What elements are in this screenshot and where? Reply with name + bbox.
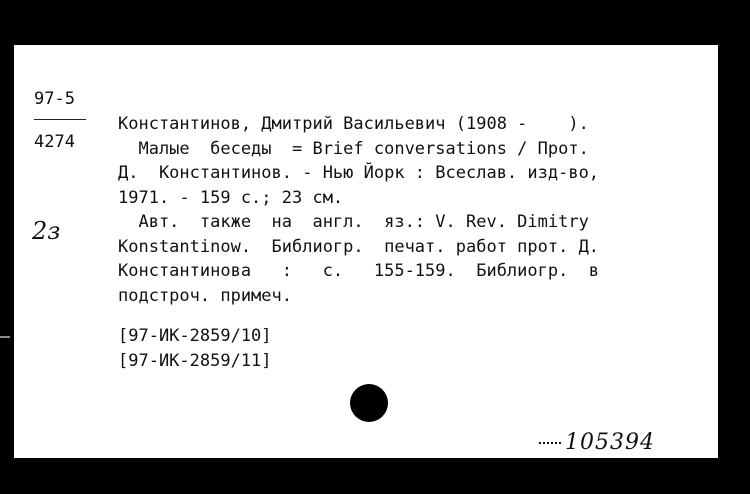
entry-line: 1971. - 159 с.; 23 см.	[118, 187, 344, 208]
entry-line: Д. Константинов. - Нью Йорк : Всеслав. изд-во,	[118, 163, 600, 183]
entry-line: Константинов, Дмитрий Васильевич (1908 - ).	[118, 114, 589, 134]
accession-dash	[539, 442, 561, 444]
entry-line: Константинова : с. 155-159. Библиогр. в	[118, 261, 600, 281]
call-number-top: 97-5	[34, 89, 75, 109]
call-number-divider	[34, 119, 86, 120]
handwritten-note: 2з	[32, 217, 61, 245]
accession-number-text: 105394	[565, 430, 655, 455]
entry-line: Малые беседы = Brief conversations / Прот.	[118, 138, 589, 159]
call-number-bottom: 4274	[34, 132, 75, 152]
catalog-card	[14, 45, 718, 458]
card-hole-punch	[350, 384, 388, 422]
scan-edge-mark	[0, 336, 10, 338]
reference-code: [97-ИК-2859/11]	[118, 350, 272, 371]
card-entry-text	[118, 112, 688, 373]
accession-number	[539, 430, 655, 455]
reference-codes	[118, 324, 688, 373]
entry-line: подстроч. примеч.	[118, 285, 292, 306]
entry-line: Konstantinow. Библиогр. печат. работ прот. Д.	[118, 236, 600, 257]
reference-code: [97-ИК-2859/10]	[118, 326, 272, 346]
call-number	[34, 89, 86, 152]
entry-line: Авт. также на англ. яз.: V. Rev. Dimitry	[118, 212, 589, 232]
